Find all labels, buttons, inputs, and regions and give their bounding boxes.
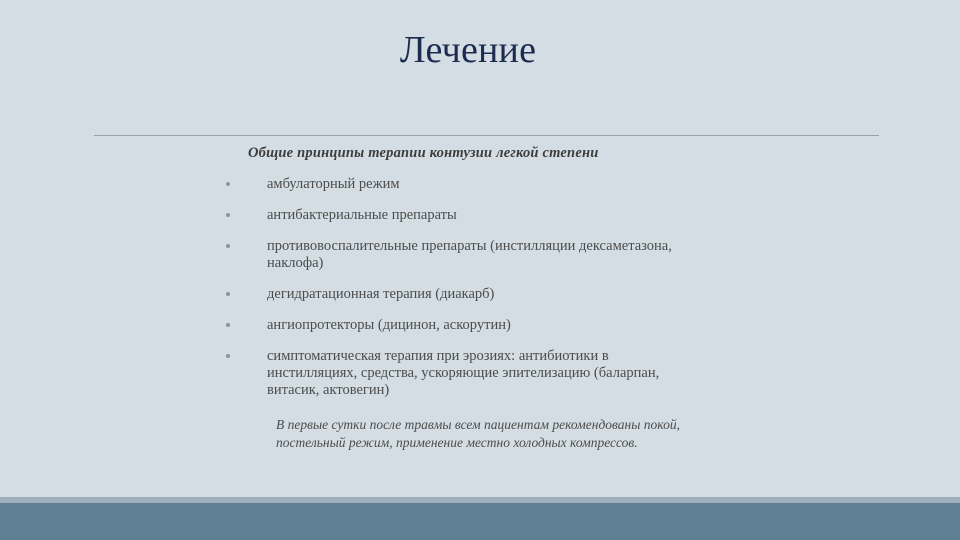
list-item-text: ангиопротекторы (дицинон, аскорутин) <box>267 317 511 333</box>
list-item <box>226 176 696 193</box>
bullet-list <box>226 176 696 413</box>
list-item-text: симптоматическая терапия при эрозиях: антибиотики в инстилляциях, средства, ускоряющие эпителизацию (баларпан, витасик, актовегин) <box>267 348 660 398</box>
list-item <box>226 348 696 399</box>
slide-subtitle: Общие принципы терапии контузии легкой степени <box>248 145 599 161</box>
bullet-icon <box>226 213 230 217</box>
list-item <box>226 238 696 272</box>
footnote: В первые сутки после травмы всем пациентам рекомендованы покой, постельный режим, применение местно холодных компрессов. <box>276 417 680 450</box>
bullet-icon <box>226 354 230 358</box>
list-item <box>226 207 696 224</box>
list-item <box>226 317 696 334</box>
list-item-text: противовоспалительные препараты (инстилляции дексаметазона, наклофа) <box>267 238 672 271</box>
list-item-text: дегидратационная терапия (диакарб) <box>267 286 495 302</box>
list-item-text: амбулаторный режим <box>267 176 400 192</box>
bullet-icon <box>226 182 230 186</box>
bullet-icon <box>226 244 230 248</box>
bullet-icon <box>226 323 230 327</box>
title-divider <box>94 135 879 136</box>
list-item <box>226 286 696 303</box>
list-item-text: антибактериальные препараты <box>267 207 457 223</box>
footer-bar <box>0 503 960 540</box>
bullet-icon <box>226 292 230 296</box>
slide-title: Лечение <box>399 29 537 71</box>
